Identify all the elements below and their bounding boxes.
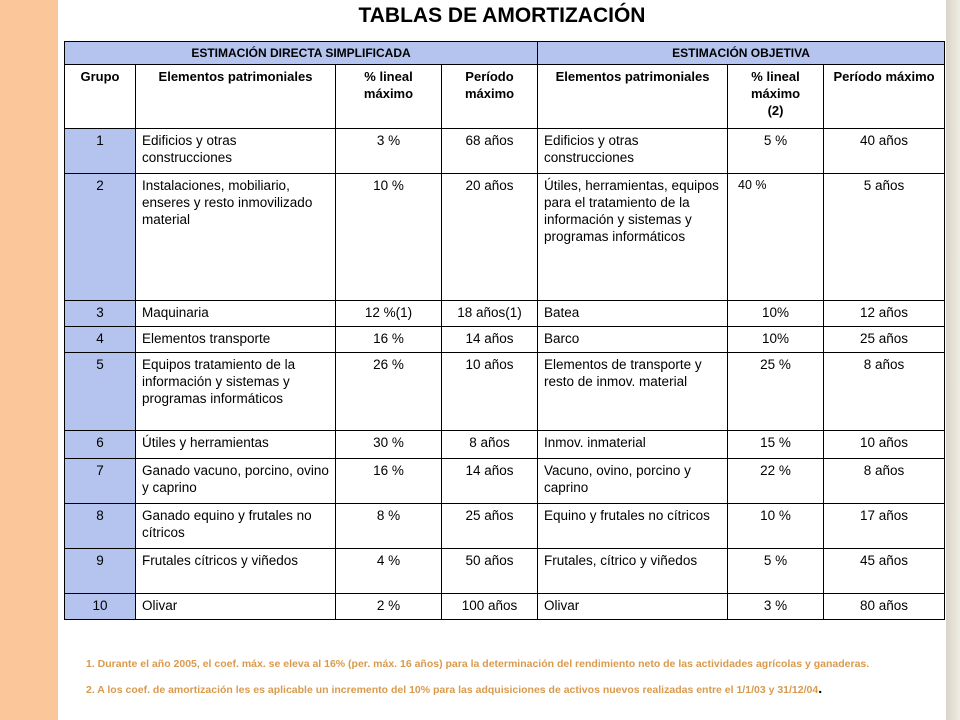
cell-eds-elementos: Elementos transporte — [136, 327, 336, 353]
cell-eds-periodo: 50 años — [442, 549, 538, 594]
cell-eo-elementos: Olivar — [538, 594, 728, 620]
cell-eds-elementos: Útiles y herramientas — [136, 431, 336, 459]
col-header-eo-pct — [728, 65, 824, 129]
cell-eo-elementos: Elementos de transporte y resto de inmov. material — [538, 353, 728, 431]
cell-eds-periodo: 14 años — [442, 327, 538, 353]
cell-eds-periodo: 18 años(1) — [442, 301, 538, 327]
group-header-eo: ESTIMACIÓN OBJETIVA — [538, 42, 945, 65]
cell-eo-pct: 22 % — [728, 459, 824, 504]
cell-eo-periodo: 8 años — [824, 459, 945, 504]
cell-eds-pct: 30 % — [336, 431, 442, 459]
cell-eo-elementos: Equino y frutales no cítricos — [538, 504, 728, 549]
cell-eds-elementos: Frutales cítricos y viñedos — [136, 549, 336, 594]
cell-eo-elementos: Inmov. inmaterial — [538, 431, 728, 459]
cell-eds-pct: 3 % — [336, 129, 442, 174]
footnote-2 — [86, 681, 938, 698]
col-header-eds-pct: % lineal máximo — [336, 65, 442, 129]
col-header-eo-periodo: Período máximo — [824, 65, 945, 129]
cell-eds-periodo: 100 años — [442, 594, 538, 620]
amortization-table — [64, 41, 945, 620]
footnote-2-text: 2. A los coef. de amortización les es aplicable un incremento del 10% para las adquisiciones de activos nuevos realizadas entre el 1/1/03 y 31/12/04 — [86, 684, 819, 696]
cell-eo-pct: 10% — [728, 327, 824, 353]
table-row — [65, 301, 945, 327]
cell-eds-elementos: Equipos tratamiento de la información y sistemas y programas informáticos — [136, 353, 336, 431]
col-header-eds-periodo: Período máximo — [442, 65, 538, 129]
cell-eo-elementos: Frutales, cítrico y viñedos — [538, 549, 728, 594]
cell-eo-elementos: Barco — [538, 327, 728, 353]
cell-eo-pct: 40 % — [728, 174, 824, 301]
cell-eds-pct: 26 % — [336, 353, 442, 431]
cell-eo-periodo: 80 años — [824, 594, 945, 620]
cell-eds-pct: 8 % — [336, 504, 442, 549]
cell-grupo: 7 — [65, 459, 136, 504]
cell-eds-periodo: 10 años — [442, 353, 538, 431]
cell-eo-periodo: 10 años — [824, 431, 945, 459]
col-header-eds-elementos: Elementos patrimoniales — [136, 65, 336, 129]
cell-eds-elementos: Ganado vacuno, porcino, ovino y caprino — [136, 459, 336, 504]
cell-eo-periodo: 40 años — [824, 129, 945, 174]
table-row — [65, 129, 945, 174]
group-header-row — [65, 42, 945, 65]
footnote-2-end: . — [818, 680, 823, 696]
cell-eds-pct: 10 % — [336, 174, 442, 301]
cell-eo-periodo: 8 años — [824, 353, 945, 431]
cell-eds-periodo: 25 años — [442, 504, 538, 549]
cell-eo-periodo: 17 años — [824, 504, 945, 549]
page-title: TABLAS DE AMORTIZACIÓN — [358, 4, 646, 27]
cell-eo-pct: 5 % — [728, 549, 824, 594]
cell-eo-pct: 25 % — [728, 353, 824, 431]
cell-eds-periodo: 8 años — [442, 431, 538, 459]
footnote-1: 1. Durante el año 2005, el coef. máx. se eleva al 16% (per. máx. 16 años) para la determinación del rendimiento neto de las actividades agrícolas y ganaderas. — [86, 658, 870, 670]
cell-eo-periodo: 5 años — [824, 174, 945, 301]
right-decorative-stripe — [946, 0, 960, 720]
cell-eo-pct: 5 % — [728, 129, 824, 174]
footnotes — [86, 657, 938, 707]
col-header-eo-elementos: Elementos patrimoniales — [538, 65, 728, 129]
cell-eo-pct: 15 % — [728, 431, 824, 459]
cell-eds-elementos: Olivar — [136, 594, 336, 620]
table-row — [65, 549, 945, 594]
table-row — [65, 431, 945, 459]
cell-eo-pct: 10% — [728, 301, 824, 327]
cell-grupo: 10 — [65, 594, 136, 620]
cell-eo-pct: 3 % — [728, 594, 824, 620]
cell-eo-elementos: Vacuno, ovino, porcino y caprino — [538, 459, 728, 504]
cell-grupo: 6 — [65, 431, 136, 459]
cell-eo-periodo: 45 años — [824, 549, 945, 594]
cell-grupo: 5 — [65, 353, 136, 431]
table-row — [65, 327, 945, 353]
table-row — [65, 459, 945, 504]
col-header-grupo: Grupo — [65, 65, 136, 129]
cell-eds-elementos: Edificios y otras construcciones — [136, 129, 336, 174]
column-header-row — [65, 65, 945, 129]
cell-eds-periodo: 20 años — [442, 174, 538, 301]
cell-grupo: 1 — [65, 129, 136, 174]
cell-eds-periodo: 68 años — [442, 129, 538, 174]
cell-eds-pct: 16 % — [336, 327, 442, 353]
cell-grupo: 9 — [65, 549, 136, 594]
cell-eds-pct: 4 % — [336, 549, 442, 594]
cell-eds-elementos: Maquinaria — [136, 301, 336, 327]
cell-grupo: 2 — [65, 174, 136, 301]
group-header-eds: ESTIMACIÓN DIRECTA SIMPLIFICADA — [65, 42, 538, 65]
table-row — [65, 504, 945, 549]
cell-grupo: 3 — [65, 301, 136, 327]
cell-eds-pct: 2 % — [336, 594, 442, 620]
col-header-eo-pct-note: (2) — [767, 103, 784, 118]
cell-eo-periodo: 12 años — [824, 301, 945, 327]
cell-eo-elementos: Batea — [538, 301, 728, 327]
left-decorative-stripe — [0, 0, 58, 720]
cell-eds-pct: 16 % — [336, 459, 442, 504]
cell-eds-elementos: Ganado equino y frutales no cítricos — [136, 504, 336, 549]
table-row — [65, 353, 945, 431]
col-header-eo-pct-label: % lineal máximo — [750, 69, 801, 101]
table-row — [65, 174, 945, 301]
cell-eds-pct: 12 %(1) — [336, 301, 442, 327]
cell-eo-elementos: Edificios y otras construcciones — [538, 129, 728, 174]
table-row — [65, 594, 945, 620]
cell-eds-periodo: 14 años — [442, 459, 538, 504]
cell-eo-pct: 10 % — [728, 504, 824, 549]
cell-grupo: 4 — [65, 327, 136, 353]
cell-grupo: 8 — [65, 504, 136, 549]
cell-eds-elementos: Instalaciones, mobiliario, enseres y resto inmovilizado material — [136, 174, 336, 301]
cell-eo-elementos: Útiles, herramientas, equipos para el tratamiento de la información y sistemas y programas informáticos — [538, 174, 728, 301]
cell-eo-periodo: 25 años — [824, 327, 945, 353]
